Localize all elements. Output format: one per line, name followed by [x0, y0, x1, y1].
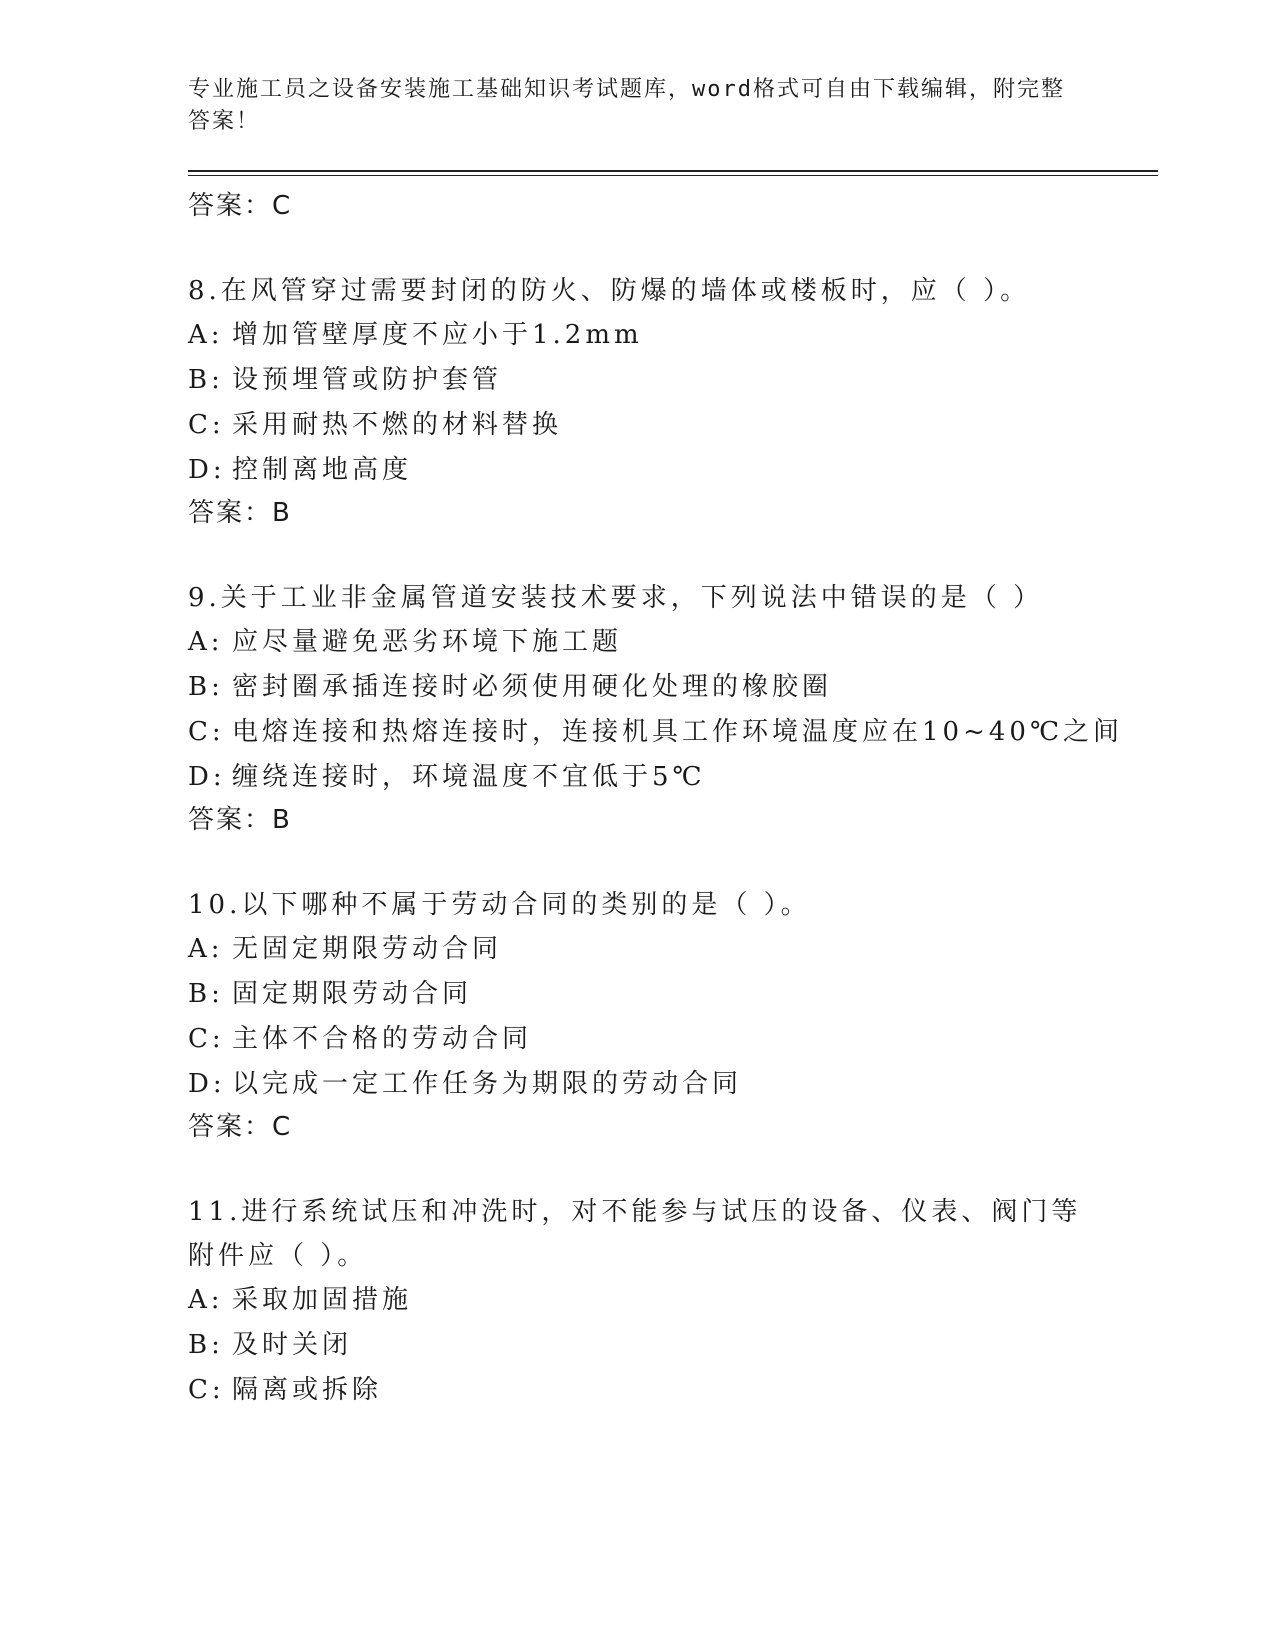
option-key: A:: [188, 934, 224, 964]
option-key: D:: [188, 1069, 226, 1099]
option-text: 无固定期限劳动合同: [232, 934, 503, 964]
answer-option: [188, 448, 1158, 493]
question-stem: 8.在风管穿过需要封闭的防火、防爆的墙体或楼板时，应（ ）。: [188, 276, 1031, 306]
option-text: 密封圈承插连接时必须使用硬化处理的橡胶圈: [232, 672, 833, 702]
question-block: [188, 269, 1158, 531]
answer-option: [188, 927, 1158, 972]
option-key: C:: [188, 410, 225, 440]
answer-option: [188, 403, 1158, 448]
answer-option: [188, 755, 1158, 800]
option-key: A:: [188, 627, 224, 657]
option-text: 固定期限劳动合同: [232, 979, 473, 1009]
option-text: 应尽量避免恶劣环境下施工题: [232, 627, 623, 657]
option-key: C:: [188, 1024, 225, 1054]
question-stem: 10.以下哪种不属于劳动合同的类别的是（ ）。: [188, 890, 811, 920]
option-text: 及时关闭: [232, 1330, 353, 1360]
answer-option: [188, 1368, 1158, 1413]
option-key: B:: [188, 1330, 224, 1360]
answer-option: [188, 710, 1158, 755]
document-page: [188, 74, 1158, 1413]
option-key: B:: [188, 365, 224, 395]
answer-line: 答案：B: [188, 498, 292, 528]
answer-option: [188, 313, 1158, 358]
option-key: B:: [188, 979, 224, 1009]
answer-option: [188, 1062, 1158, 1107]
option-key: D:: [188, 455, 226, 485]
answer-option: [188, 972, 1158, 1017]
question-stem: 11.进行系统试压和冲洗时，对不能参与试压的设备、仪表、阀门等附件应（ ）。: [188, 1197, 1082, 1271]
question-list: [188, 269, 1158, 1413]
option-text: 缠绕连接时，环境温度不宜低于5℃: [232, 762, 706, 792]
option-key: C:: [188, 1375, 225, 1405]
option-text: 采用耐热不燃的材料替换: [232, 410, 563, 440]
answer-line: 答案：B: [188, 805, 292, 835]
option-text: 增加管壁厚度不应小于1.2mm: [232, 320, 643, 350]
option-text: 以完成一定工作任务为期限的劳动合同: [232, 1069, 743, 1099]
answer-option: [188, 358, 1158, 403]
header-divider: [188, 170, 1158, 176]
answer-option: [188, 1323, 1158, 1368]
option-text: 隔离或拆除: [232, 1375, 383, 1405]
option-key: D:: [188, 762, 226, 792]
option-key: C:: [188, 717, 225, 747]
option-text: 电熔连接和热熔连接时，连接机具工作环境温度应在10~40℃之间: [232, 717, 1124, 747]
option-text: 控制离地高度: [232, 455, 413, 485]
option-text: 设预埋管或防护套管: [232, 365, 503, 395]
answer-line: 答案：C: [188, 191, 293, 221]
option-key: B:: [188, 672, 224, 702]
document-header: 专业施工员之设备安装施工基础知识考试题库，word格式可自由下载编辑，附完整答案！: [188, 77, 1065, 134]
answer-option: [188, 1017, 1158, 1062]
question-block: [188, 883, 1158, 1145]
answer-option: [188, 665, 1158, 710]
question-block: [188, 1190, 1158, 1413]
answer-line: 答案：C: [188, 1112, 293, 1142]
option-key: A:: [188, 320, 224, 350]
option-key: A:: [188, 1285, 224, 1315]
option-text: 采取加固措施: [232, 1285, 413, 1315]
option-text: 主体不合格的劳动合同: [232, 1024, 533, 1054]
question-stem: 9.关于工业非金属管道安装技术要求，下列说法中错误的是（ ）: [188, 583, 1044, 613]
question-block: [188, 576, 1158, 838]
answer-option: [188, 620, 1158, 665]
answer-option: [188, 1278, 1158, 1323]
